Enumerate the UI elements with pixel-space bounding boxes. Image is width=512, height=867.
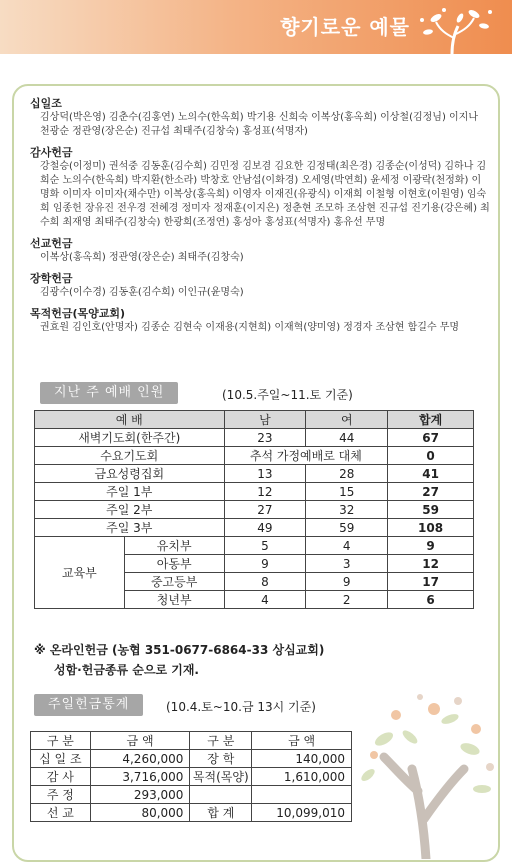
male-count: 49 <box>224 519 306 537</box>
column-header: 구 분 <box>190 732 252 750</box>
page-title: 향기로운 예물 <box>280 15 410 39</box>
column-header: 여 <box>306 411 388 429</box>
offering-title: 장학헌금 <box>30 272 73 285</box>
service-name: 금요성령집회 <box>35 465 225 483</box>
service-name: 새벽기도회(한주간) <box>35 429 225 447</box>
service-name: 주일 3부 <box>35 519 225 537</box>
table-header-row <box>31 732 352 750</box>
tree-illustration-icon <box>354 679 504 859</box>
table-row <box>35 483 474 501</box>
column-header: 합계 <box>388 411 474 429</box>
total-count: 0 <box>388 447 474 465</box>
category <box>190 786 252 804</box>
amount: 10,099,010 <box>252 804 352 822</box>
female-count: 4 <box>306 537 388 555</box>
service-name: 아동부 <box>124 555 224 573</box>
weekly-stats-note: (10.4.토~10.금 13시 기준) <box>166 700 316 714</box>
category: 십 일 조 <box>31 750 91 768</box>
female-count: 59 <box>306 519 388 537</box>
amount: 1,610,000 <box>252 768 352 786</box>
female-count: 15 <box>306 483 388 501</box>
offerings-list <box>30 96 490 341</box>
amount: 293,000 <box>90 786 190 804</box>
male-count: 4 <box>224 591 306 609</box>
online-line-2: 성함·헌금종류 순으로 기재. <box>54 663 199 677</box>
total-count: 108 <box>388 519 474 537</box>
service-name: 청년부 <box>124 591 224 609</box>
amount: 3,716,000 <box>90 768 190 786</box>
category: 장 학 <box>190 750 252 768</box>
male-count: 8 <box>224 573 306 591</box>
offering-names: 권효원 김인호(안명자) 김종순 김현숙 이재용(지현희) 이재혁(양미영) 정경자 조삼현 함길수 무명 <box>40 322 460 333</box>
offering-title: 선교헌금 <box>30 237 73 250</box>
category: 합 계 <box>190 804 252 822</box>
female-count: 3 <box>306 555 388 573</box>
amount: 80,000 <box>90 804 190 822</box>
offering-title: 감사헌금 <box>30 146 73 159</box>
table-row <box>35 447 474 465</box>
table-row <box>31 786 352 804</box>
female-count: 44 <box>306 429 388 447</box>
service-name: 주일 2부 <box>35 501 225 519</box>
category: 주 정 <box>31 786 91 804</box>
total-count: 59 <box>388 501 474 519</box>
online-line-1: ※ 온라인헌금 (농협 351-0677-6864-33 상심교회) <box>34 643 325 657</box>
table-row <box>35 465 474 483</box>
offering-title: 십일조 <box>30 97 62 110</box>
table-row <box>31 768 352 786</box>
total-count: 9 <box>388 537 474 555</box>
service-note: 추석 가정예배로 대체 <box>224 447 388 465</box>
column-header: 금 액 <box>252 732 352 750</box>
service-name: 주일 1부 <box>35 483 225 501</box>
tree-decoration-icon <box>414 4 498 54</box>
service-name: 중고등부 <box>124 573 224 591</box>
category: 목적(목양) <box>190 768 252 786</box>
column-header: 남 <box>224 411 306 429</box>
male-count: 13 <box>224 465 306 483</box>
total-count: 67 <box>388 429 474 447</box>
edu-label: 교육부 <box>35 537 125 609</box>
offering-title: 목적헌금(목양교회) <box>30 307 126 320</box>
category: 감 사 <box>31 768 91 786</box>
total-count: 12 <box>388 555 474 573</box>
female-count: 2 <box>306 591 388 609</box>
offering-section <box>30 306 490 335</box>
total-count: 41 <box>388 465 474 483</box>
attendance-note: (10.5.주일~11.토 기준) <box>222 388 353 402</box>
amount: 4,260,000 <box>90 750 190 768</box>
attendance-table <box>34 410 474 609</box>
offering-section <box>30 145 490 230</box>
total-count: 27 <box>388 483 474 501</box>
offering-names: 김광수(이수경) 김동훈(김수희) 이인규(윤명숙) <box>40 287 244 298</box>
male-count: 23 <box>224 429 306 447</box>
column-header: 금 액 <box>90 732 190 750</box>
table-row <box>31 750 352 768</box>
table-row <box>31 804 352 822</box>
amount: 140,000 <box>252 750 352 768</box>
total-count: 17 <box>388 573 474 591</box>
female-count: 32 <box>306 501 388 519</box>
female-count: 28 <box>306 465 388 483</box>
male-count: 5 <box>224 537 306 555</box>
table-row <box>35 429 474 447</box>
male-count: 27 <box>224 501 306 519</box>
offering-names: 강철승(이정미) 권석중 김동훈(김수희) 김민정 김보겸 김요한 김정태(최은경) 김종순(이성덕) 김하나 김희순 노의수(한옥희) 박지환(한소라) 박창호 안남섭(이화경) 오세영(박연희) 윤세정 이광락(천정화) 이명화 이미자 이미자(채수만) 이복상(홍옥희) 이영자 이재진(유광식) 이재희 이철형 이현호(이원영) 임숙희 임종헌 장유진 전우경 전혜경 정미자 정재훈(이지은) 정춘현 조모하 조삼현 진규섭 진기용(강은혜) 최수희 최재영 최태주(김창숙) 한광희(조정연) 홍성아 홍성표(석명자) 홍유선 무명 <box>40 161 490 228</box>
female-count: 9 <box>306 573 388 591</box>
offering-section <box>30 271 490 300</box>
attendance-label: 지난 주 예배 인원 <box>40 382 178 404</box>
category: 선 교 <box>31 804 91 822</box>
offering-names: 이복상(홍옥희) 정관영(장은순) 최태주(김창숙) <box>40 252 244 263</box>
table-row <box>35 537 474 555</box>
service-name: 수요기도회 <box>35 447 225 465</box>
online-offering-notice <box>34 640 324 680</box>
weekly-stats-label: 주일헌금통계 <box>34 694 143 716</box>
offering-section <box>30 96 490 139</box>
service-name: 유치부 <box>124 537 224 555</box>
table-row <box>35 501 474 519</box>
column-header: 예 배 <box>35 411 225 429</box>
table-header-row <box>35 411 474 429</box>
header-banner <box>0 0 512 54</box>
weekly-offering-table <box>30 731 352 822</box>
total-count: 6 <box>388 591 474 609</box>
offering-names: 김상덕(박은영) 김춘수(김홍연) 노의수(한옥희) 박기용 신희숙 이복상(홍옥희) 이상철(김정님) 이지나 천광순 정관영(장은순) 진규섭 최태주(김창숙) 홍성표(석명자) <box>40 112 479 137</box>
column-header: 구 분 <box>31 732 91 750</box>
male-count: 12 <box>224 483 306 501</box>
male-count: 9 <box>224 555 306 573</box>
amount <box>252 786 352 804</box>
offering-section <box>30 236 490 265</box>
table-row <box>35 519 474 537</box>
